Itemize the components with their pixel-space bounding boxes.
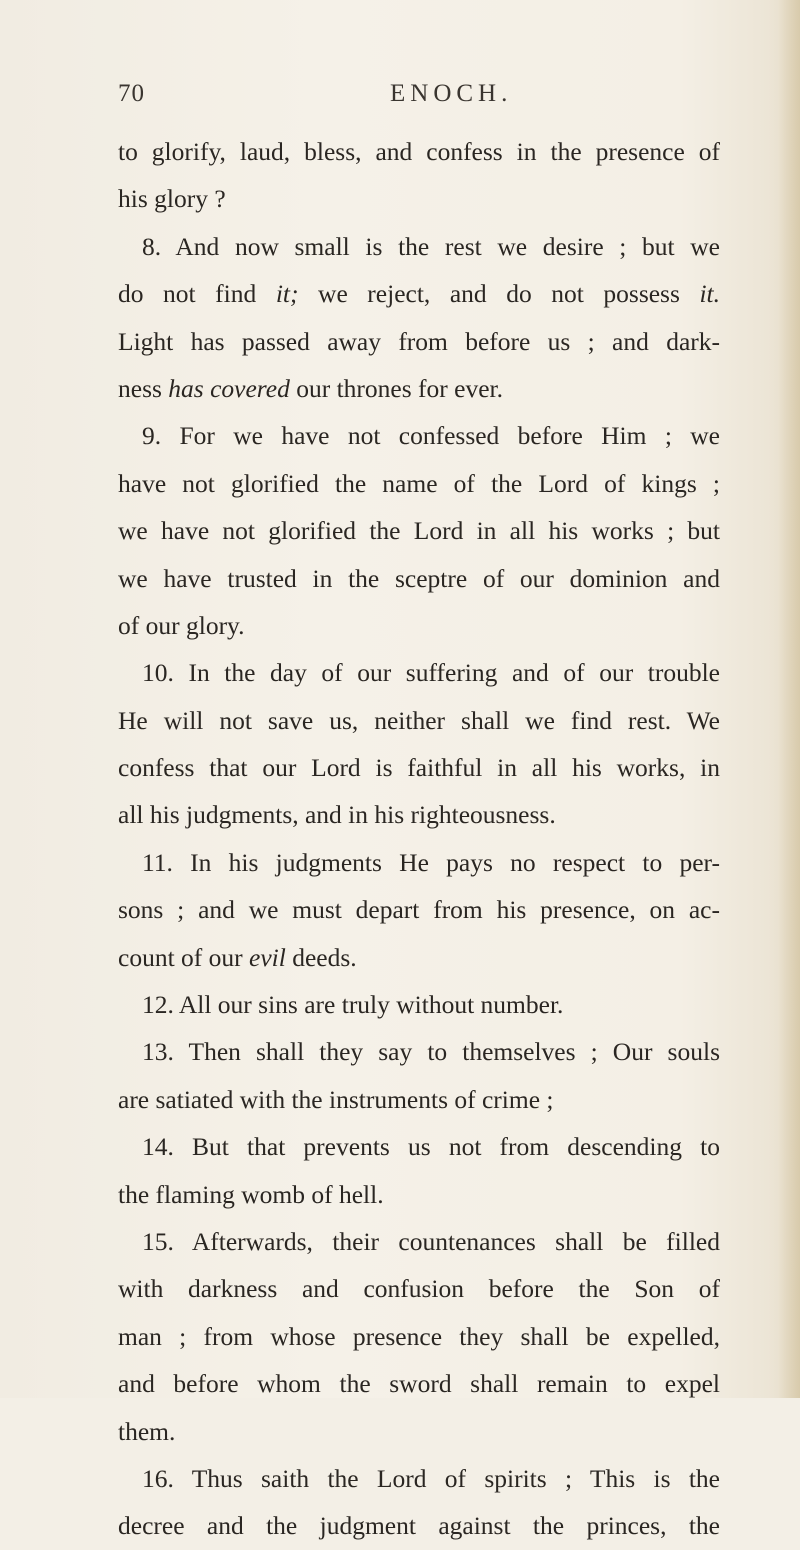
text-line: 13. Then shall they say to themselves ; Our souls (142, 1037, 720, 1067)
text-line: Light has passed away from before us ; and dark- (118, 326, 720, 356)
text-line: 10. In the day of our suffering and of our trouble (142, 658, 720, 688)
text-line: them. (118, 1416, 176, 1446)
running-head: ENOCH. (390, 80, 513, 107)
text-line: his glory ? (118, 184, 226, 214)
text-line: to glorify, laud, bless, and confess in the presence of (118, 137, 720, 166)
text-line: and before whom the sword shall remain to expel (118, 1369, 720, 1399)
text-line: 16. Thus saith the Lord of spirits ; This is the (142, 1463, 720, 1493)
text-line: 12. All our sins are truly without number. (142, 990, 564, 1020)
text-line: count of our evil deeds. (118, 942, 357, 972)
page-number: 70 (118, 80, 145, 107)
text-line: 15. Afterwards, their countenances shall be filled (142, 1226, 720, 1256)
page-header (118, 80, 720, 110)
text-line: we have not glorified the Lord in all his works ; but (118, 516, 720, 546)
text-line: He will not save us, neither shall we find rest. We (118, 705, 720, 735)
text-line: are satiated with the instruments of crime ; (118, 1084, 554, 1114)
text-line: of our glory. (118, 610, 245, 640)
text-line: do not find it; we reject, and do not possess it. (118, 279, 720, 309)
text-line: man ; from whose presence they shall be expelled, (118, 1321, 720, 1351)
text-line: 11. In his judgments He pays no respect to per- (142, 847, 720, 877)
text-line: we have trusted in the sceptre of our dominion and (118, 563, 720, 593)
text-line: all his judgments, and in his righteousness. (118, 800, 556, 830)
body-text (118, 128, 720, 1550)
text-line: with darkness and confusion before the Son of (118, 1274, 720, 1304)
text-line: 9. For we have not confessed before Him ; we (142, 421, 720, 451)
text-line: 8. And now small is the rest we desire ; but we (142, 231, 720, 261)
text-line: decree and the judgment against the princes, the (118, 1511, 720, 1541)
text-line: 14. But that prevents us not from descending to (142, 1132, 720, 1162)
page-edge-shadow (778, 0, 800, 1398)
text-line: the flaming womb of hell. (118, 1179, 384, 1209)
text-line: confess that our Lord is faithful in all his works, in (118, 753, 720, 783)
text-line: sons ; and we must depart from his presence, on ac- (118, 895, 720, 925)
text-line: ness has covered our thrones for ever. (118, 373, 503, 403)
text-line: have not glorified the name of the Lord of kings ; (118, 468, 720, 498)
